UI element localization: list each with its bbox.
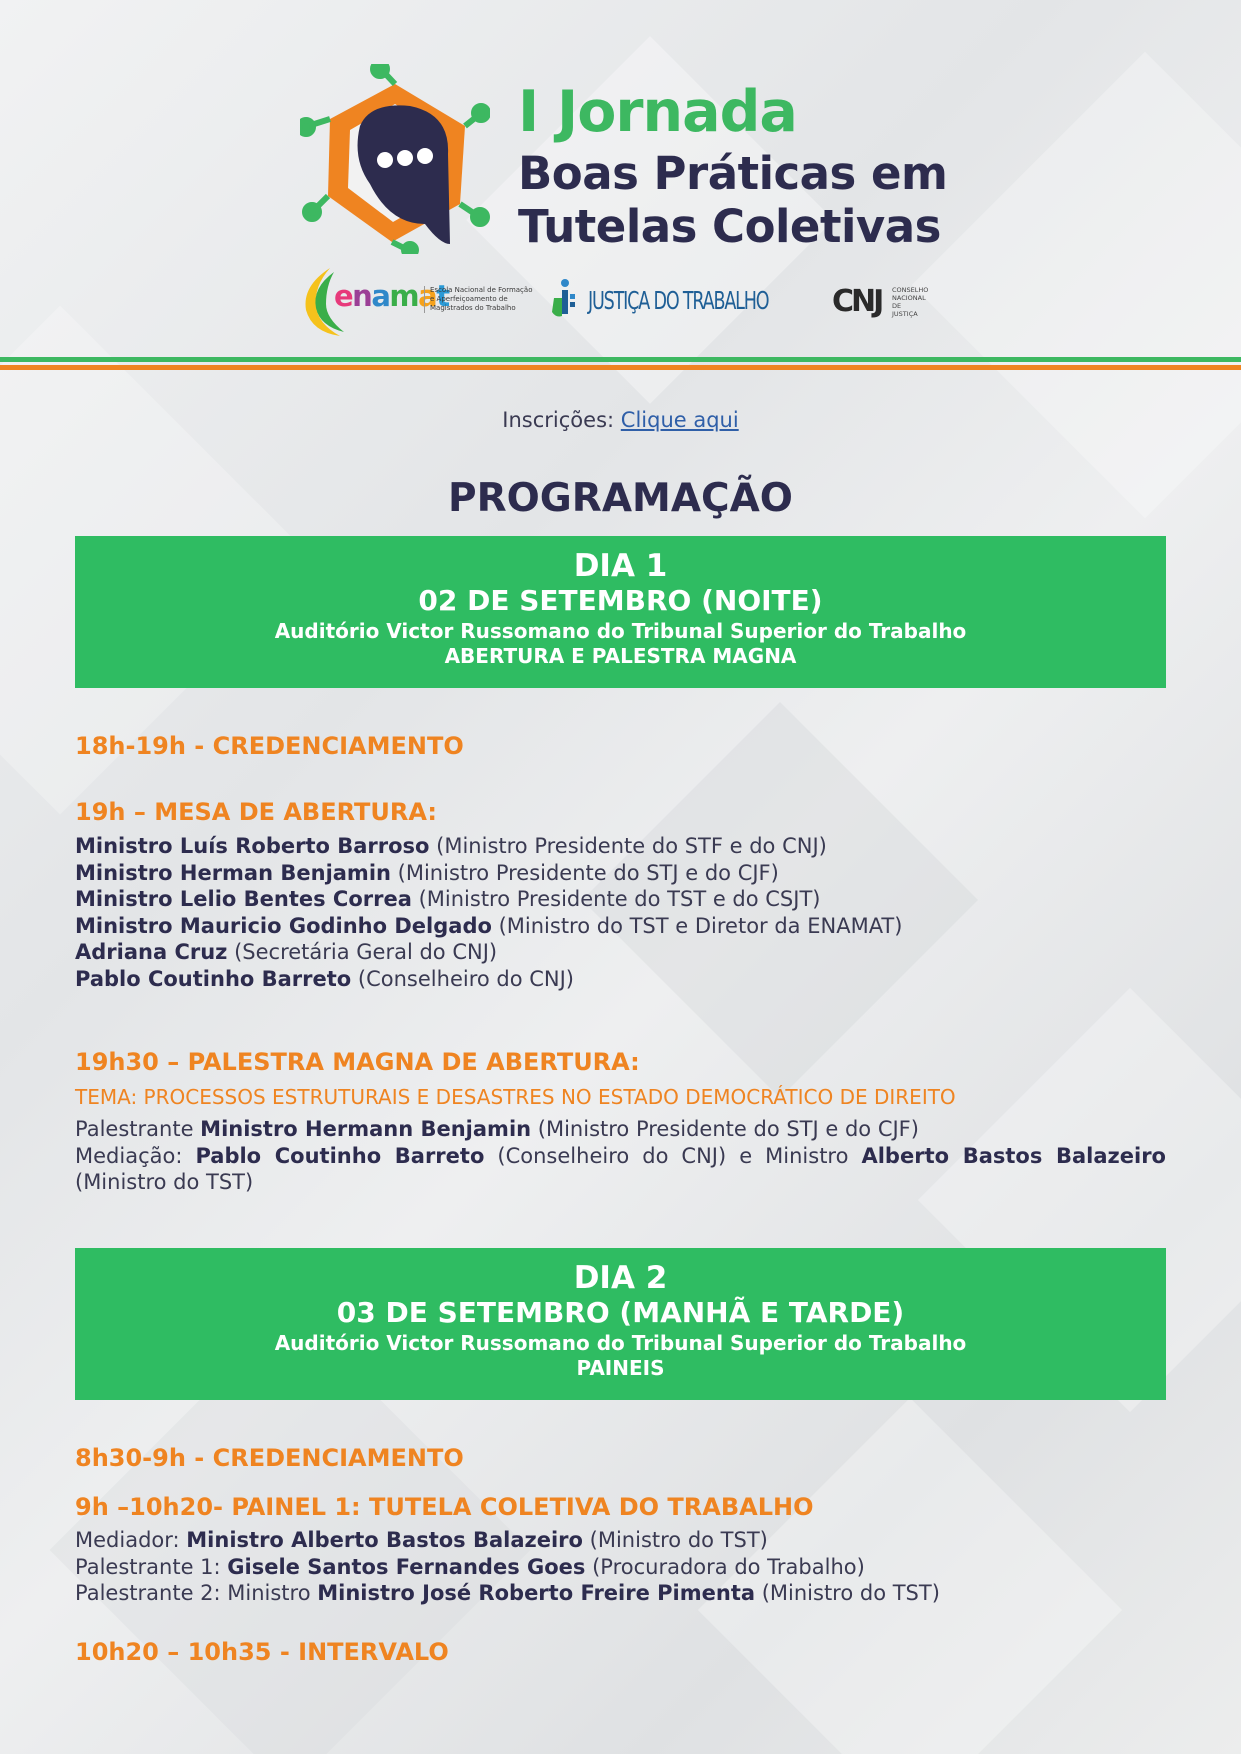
mediador-line: Mediador: Ministro Alberto Bastos Balazeiro (Ministro do TST)	[75, 1528, 768, 1552]
day-1-credenciamento: 18h-19h - CREDENCIAMENTO	[75, 732, 464, 760]
day-1-date: 02 DE SETEMBRO (NOITE)	[418, 584, 823, 617]
day-1-mesa-list	[75, 833, 1166, 992]
day-2-title: DIA 2	[573, 1260, 668, 1296]
day-2-kind: PAINEIS	[576, 1356, 665, 1380]
justica-do-trabalho-text: JUSTIÇA DO TRABALHO	[588, 286, 769, 315]
day-1-palestra-title: 19h30 – PALESTRA MAGNA DE ABERTURA:	[75, 1048, 640, 1076]
day-1-tema: TEMA: PROCESSOS ESTRUTURAIS E DESASTRES NO ESTADO DEMOCRÁTICO DE DIREITO	[75, 1085, 956, 1109]
mesa-member: Pablo Coutinho Barreto (Conselheiro do CNJ)	[75, 966, 575, 991]
enamat-logo	[300, 262, 533, 340]
day-1-banner	[75, 536, 1166, 688]
palestrante-1-line: Palestrante 1: Gisele Santos Fernandes Goes (Procuradora do Trabalho)	[75, 1554, 865, 1579]
registration-link[interactable]: Clique aqui	[620, 408, 739, 432]
day-2-painel-1-title: 9h –10h20- PAINEL 1: TUTELA COLETIVA DO TRABALHO	[75, 1493, 814, 1521]
day-2-painel-1-details	[75, 1527, 1166, 1607]
cnj-wordmark: CNJ	[832, 284, 882, 319]
day-1-place: Auditório Victor Russomano do Tribunal Superior do Trabalho	[274, 619, 967, 643]
day-1-kind: ABERTURA E PALESTRA MAGNA	[444, 644, 797, 668]
mesa-member: Ministro Luís Roberto Barroso (Ministro Presidente do STF e do CNJ)	[75, 834, 827, 858]
event-title-line-2: Boas Práticas em	[518, 147, 948, 200]
mesa-member: Adriana Cruz (Secretária Geral do CNJ)	[75, 940, 498, 964]
registration-label: Inscrições:	[502, 408, 615, 432]
event-title-line-1: I Jornada	[518, 79, 797, 145]
day-2-date: 03 DE SETEMBRO (MANHÃ E TARDE)	[336, 1296, 905, 1329]
day-2-intervalo: 10h20 – 10h35 - INTERVALO	[75, 1638, 449, 1666]
palestrante-line: Palestrante Ministro Hermann Benjamin (Ministro Presidente do STJ e do CJF)	[75, 1117, 919, 1141]
event-logo-icon	[300, 64, 490, 254]
mesa-member: Ministro Mauricio Godinho Delgado (Ministro do TST e Diretor da ENAMAT)	[75, 913, 903, 938]
header-divider-green	[0, 357, 1241, 362]
enamat-description: Escola Nacional de Formação e Aperfeiçoamento de Magistrados do Trabalho	[424, 286, 540, 313]
program-title: PROGRAMAÇÃO	[448, 476, 793, 521]
day-2-banner	[75, 1248, 1166, 1400]
event-title-line-3: Tutelas Coletivas	[518, 200, 941, 253]
palestrante-2-line: Palestrante 2: Ministro Ministro José Roberto Freire Pimenta (Ministro do TST)	[75, 1581, 940, 1605]
registration-line	[0, 408, 1241, 432]
day-1-title: DIA 1	[573, 548, 668, 584]
enamat-wordmark: enamat	[334, 279, 449, 313]
partner-logos	[300, 262, 940, 342]
header-divider-orange	[0, 365, 1241, 370]
day-2-credenciamento: 8h30-9h - CREDENCIAMENTO	[75, 1444, 464, 1472]
day-1-palestra-details	[75, 1116, 1166, 1196]
day-1-mesa-title: 19h – MESA DE ABERTURA:	[75, 798, 437, 826]
cnj-description: CONSELHO NACIONAL DE JUSTIÇA	[892, 286, 929, 318]
mesa-member: Ministro Lelio Bentes Correa (Ministro Presidente do TST e do CSJT)	[75, 887, 821, 911]
mesa-member: Ministro Herman Benjamin (Ministro Presidente do STJ e do CJF)	[75, 860, 779, 885]
mediacao-line: Mediação: Pablo Coutinho Barreto (Conselheiro do CNJ) e Ministro Alberto Bastos Balazeiro (Ministro do TST)	[75, 1143, 1166, 1194]
day-2-place: Auditório Victor Russomano do Tribunal Superior do Trabalho	[274, 1331, 967, 1355]
justica-figure-icon	[548, 278, 584, 322]
